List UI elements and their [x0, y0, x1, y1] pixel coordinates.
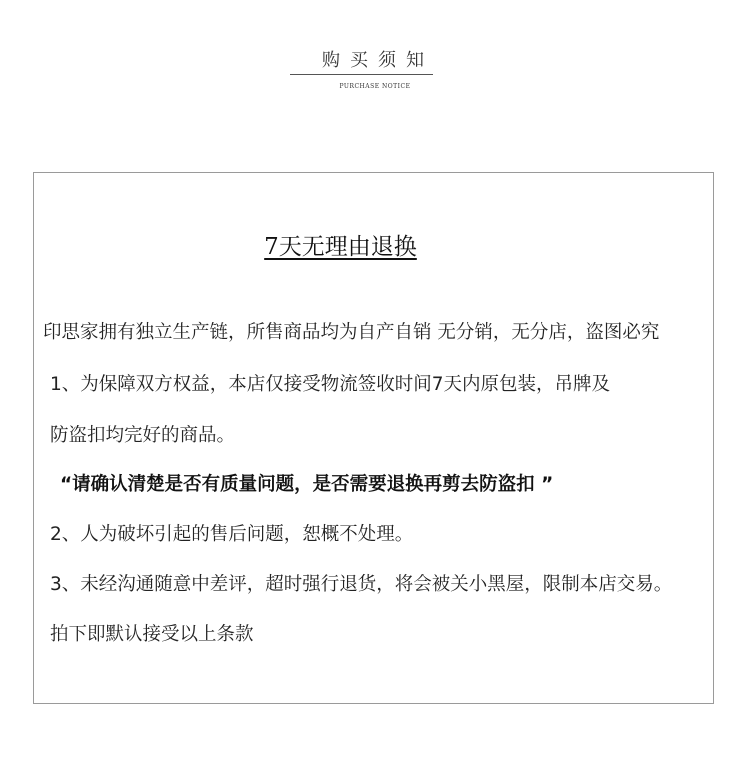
notice-title [0, 232, 681, 262]
notice-closing: 拍下即默认接受以上条款 [50, 624, 254, 645]
notice-item-2: 2、人为破坏引起的售后问题，恕概不处理。 [50, 524, 414, 545]
notice-item-3: 3、未经沟通随意中差评，超时强行退货，将会被关小黑屋，限制本店交易。 [50, 574, 673, 595]
purchase-notice-header [0, 0, 750, 100]
notice-item-1-line-1: 1、为保障双方权益，本店仅接受物流签收时间7天内原包装，吊牌及 [50, 374, 611, 395]
notice-title-text: 7天无理由退换 [264, 234, 417, 260]
notice-intro: 印思家拥有独立生产链，所售商品均为自产自销 无分销，无分店，盗图必究 [43, 322, 660, 343]
header-subtitle: PURCHASE NOTICE [339, 83, 411, 90]
notice-quote: “请确认清楚是否有质量问题，是否需要退换再剪去防盗扣 ” [60, 474, 554, 495]
notice-item-1-line-2: 防盗扣均完好的商品。 [50, 425, 236, 446]
header-divider [290, 74, 433, 75]
header-title: 购买须知 [322, 50, 434, 71]
